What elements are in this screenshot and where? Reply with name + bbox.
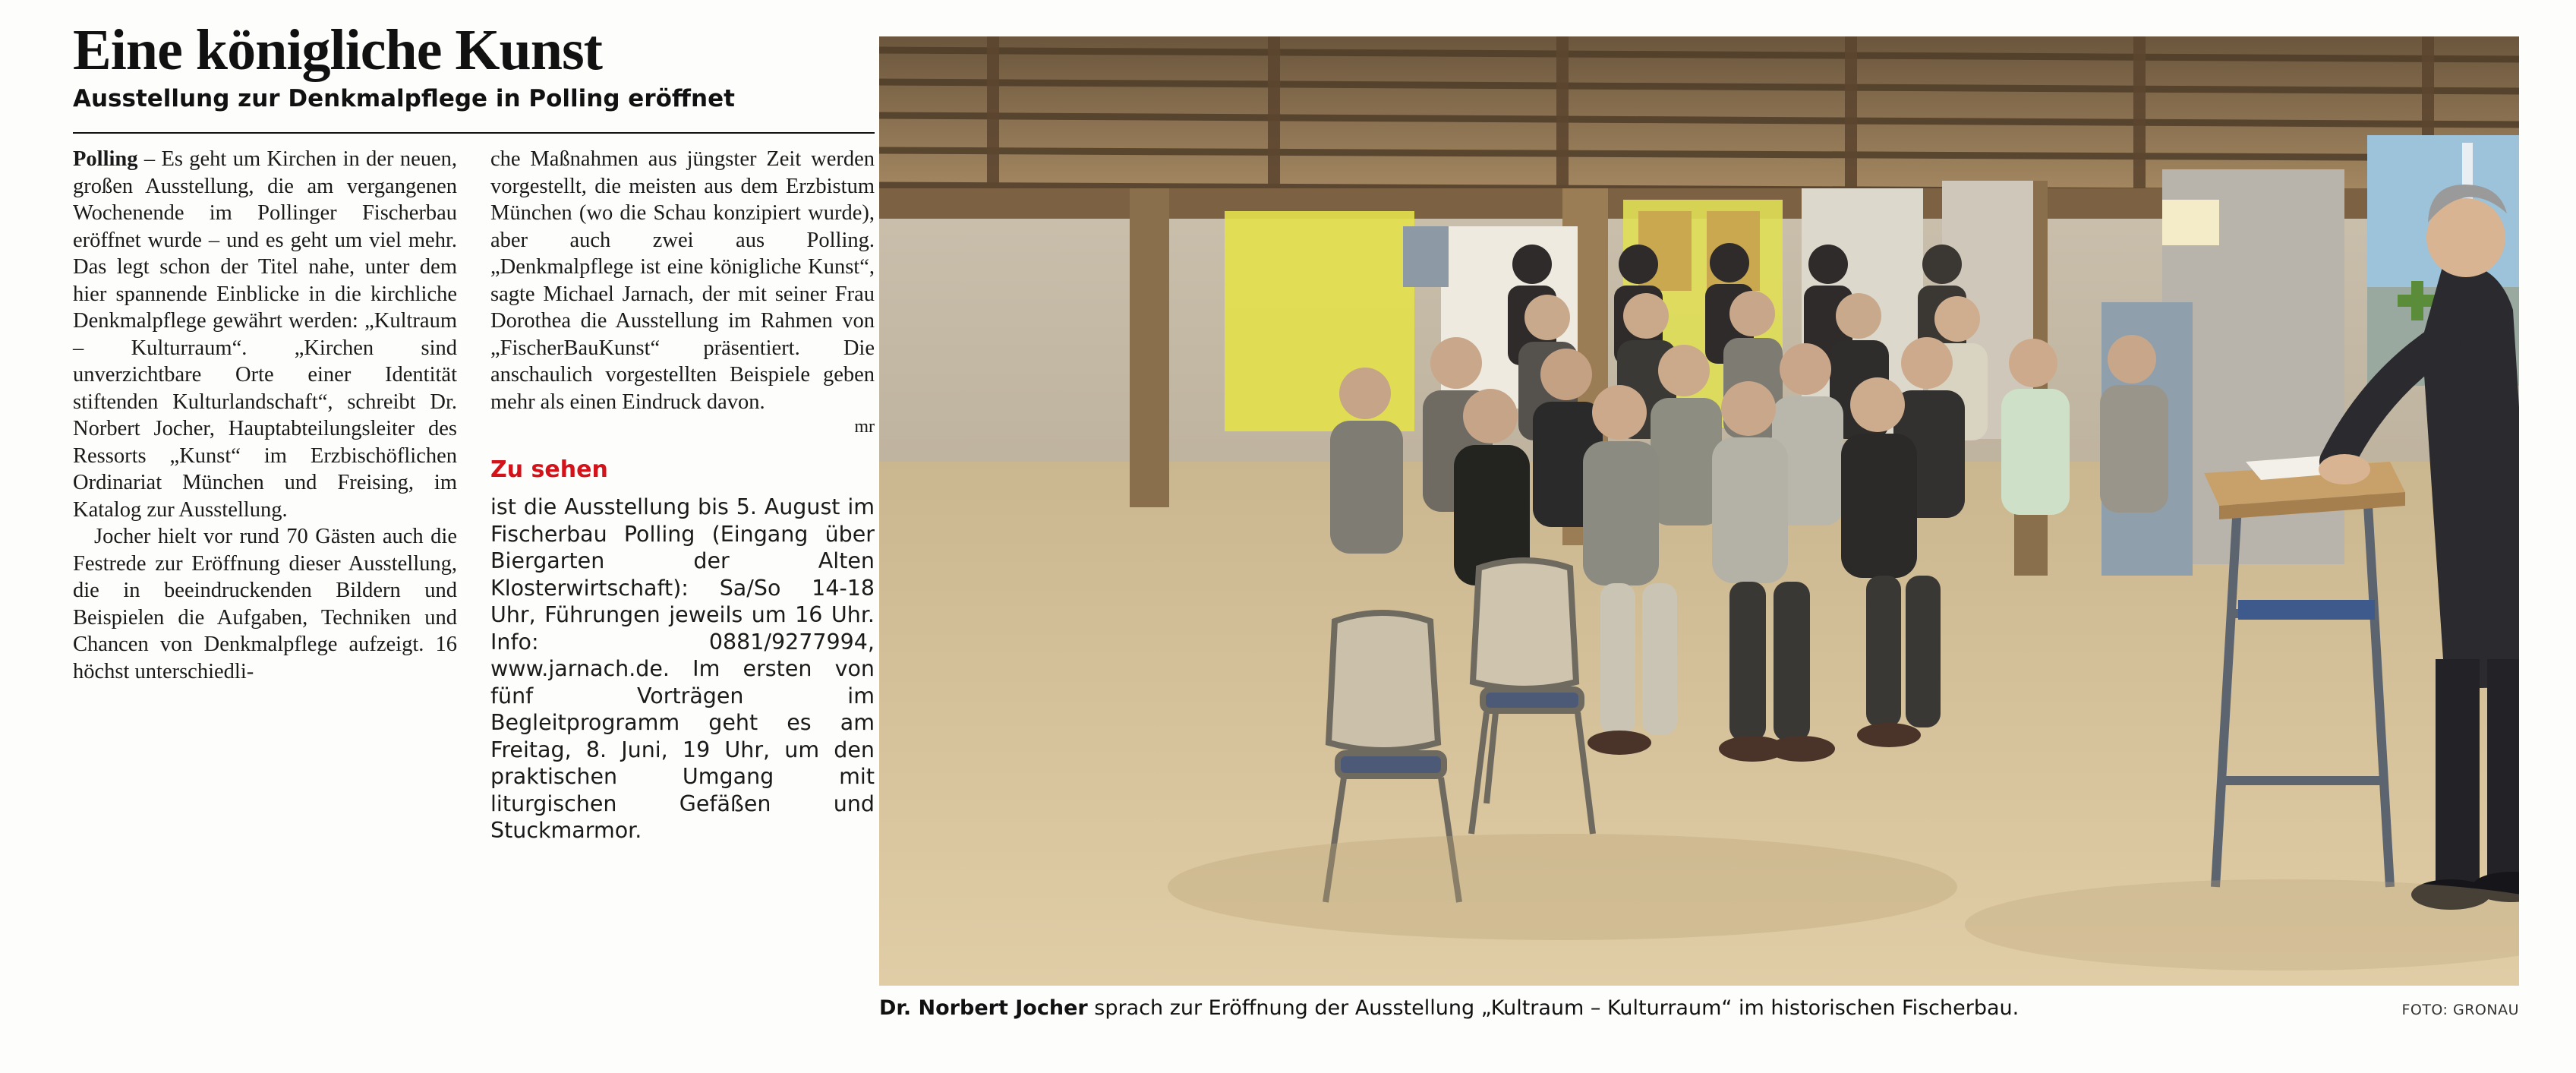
dateline: Polling bbox=[73, 147, 138, 171]
article-column-2 bbox=[490, 146, 875, 844]
page-title: Eine königliche Kunst bbox=[73, 18, 602, 82]
photo-illustration bbox=[879, 36, 2519, 986]
article-paragraph-2: Jocher hielt vor rund 70 Gästen auch die Festrede zur Eröffnung dieser Ausstellung, die in beeindruckenden Bildern und Beispielen die Aufgaben, Techniken und Chancen von Denkmalpflege aufzeigt. 16 höchst unterschiedli- bbox=[73, 525, 457, 683]
article-paragraph-1 bbox=[73, 146, 457, 523]
article-photo bbox=[879, 36, 2519, 986]
caption-rest: sprach zur Eröffnung der Ausstellung „Kultraum – Kulturraum“ im historischen Fischerbau. bbox=[1087, 996, 2019, 1020]
article-column-1 bbox=[73, 146, 457, 844]
photo-caption bbox=[879, 996, 2519, 1021]
article-paragraph-3: che Maßnahmen aus jüngster Zeit werden vorgestellt, die meisten aus dem Erzbistum München (wo die Schau konzipiert wurde), aber auch zwei aus Polling. „Denkmalpflege ist eine königliche Kunst“, sagte Michael Jarnach, der mit seiner Frau Dorothea die Ausstellung im Rahmen von „FischerBauKunst“ präsentiert. Die anschaulich vorgestellten Beispiele geben mehr als einen Eindruck davon. bbox=[490, 147, 875, 414]
headline-divider bbox=[73, 132, 875, 134]
section-heading: Zu sehen bbox=[490, 456, 608, 483]
caption-text bbox=[879, 996, 2019, 1021]
caption-lead: Dr. Norbert Jocher bbox=[879, 996, 1088, 1020]
photo-credit: FOTO: GRONAU bbox=[2401, 1002, 2519, 1018]
article-columns bbox=[73, 146, 878, 844]
photo-block bbox=[879, 36, 2519, 1021]
article bbox=[73, 20, 878, 844]
section-info-text: ist die Ausstellung bis 5. August im Fischerbau Polling (Eingang über Biergarten der Alten Klosterwirtschaft): Sa/So 14-18 Uhr, Führungen jeweils um 16 Uhr. Info: 0881/9277994, www.jarnach.de. Im ersten von fünf Vorträgen im Begleitprogramm geht es am Freitag, 8. Juni, 19 Uhr, um den praktischen Umgang mit liturgischen Gefäßen und Stuckmarmor. bbox=[490, 494, 875, 843]
article-byline: mr bbox=[854, 417, 875, 437]
article-paragraph-1-text: – Es geht um Kirchen in der neuen, großen Ausstellung, die am vergangenen Wochenende im Pollinger Fischerbau eröffnet wurde – und es geht um viel mehr. Das legt schon der Titel nahe, unter dem hier spannende Einblicke in die kirchliche Denkmalpflege gewährt werden: „Kultraum – Kulturraum“. „Kirchen sind unverzichtbare Orte einer Identität stiftenden Kulturlandschaft“, schreibt Dr. Norbert Jocher, Hauptabteilungsleiter des Ressorts „Kunst“ im Erzbischöflichen Ordinariat München und Freising, im Katalog zur Ausstellung. bbox=[73, 147, 457, 522]
article-subhead: Ausstellung zur Denkmalpflege in Polling eröffnet bbox=[73, 85, 735, 112]
